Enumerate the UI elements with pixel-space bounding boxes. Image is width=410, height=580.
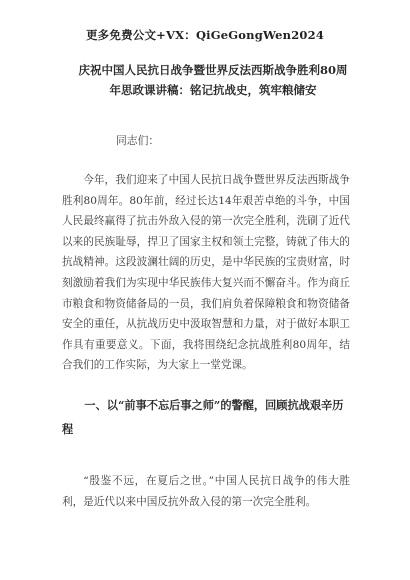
promo-header: 更多免费公文+VX：QiGeGongWen2024 <box>85 28 325 42</box>
body-paragraph: 今年，我们迎来了中国人民抗日战争暨世界反法西斯战争胜利80周年。80年前，经过长达14年艰苦卓绝的斗争，中国人民最终赢得了抗击外敌入侵的第一次完全胜利，洗刷了近代以来的民族耻辱，捍卫了国家主权和领土完整，铸就了伟大的抗战精神。这段波澜壮阔的历史，是中华民族的宝贵财富，时刻激励着我们为实现中华民族伟大复兴而不懈奋斗。作为商丘市粮食和物资储备局的一员，我们肩负着保障粮食和物资储备安全的重任，从抗战历史中汲取智慧和力量，对于做好本职工作具有重要意义。下面，我将围绕纪念抗战胜利80周年，结合我们的工作实际，为大家上一堂党课。 <box>62 174 350 372</box>
salutation: 同志们： <box>116 134 160 147</box>
document-title: 庆祝中国人民抗日战争暨世界反法西斯战争胜利80周年思政课讲稿：铭记抗战史，筑牢粮储安 <box>78 63 348 97</box>
body-paragraph: “殷鉴不远，在夏后之世。”中国人民抗日战争的伟大胜利，是近代以来中国反抗外敌入侵的第一次完全胜利。 <box>62 475 350 508</box>
section-heading: 一、以“前事不忘后事之师”的警醒，回顾抗战艰辛历程 <box>62 398 344 436</box>
